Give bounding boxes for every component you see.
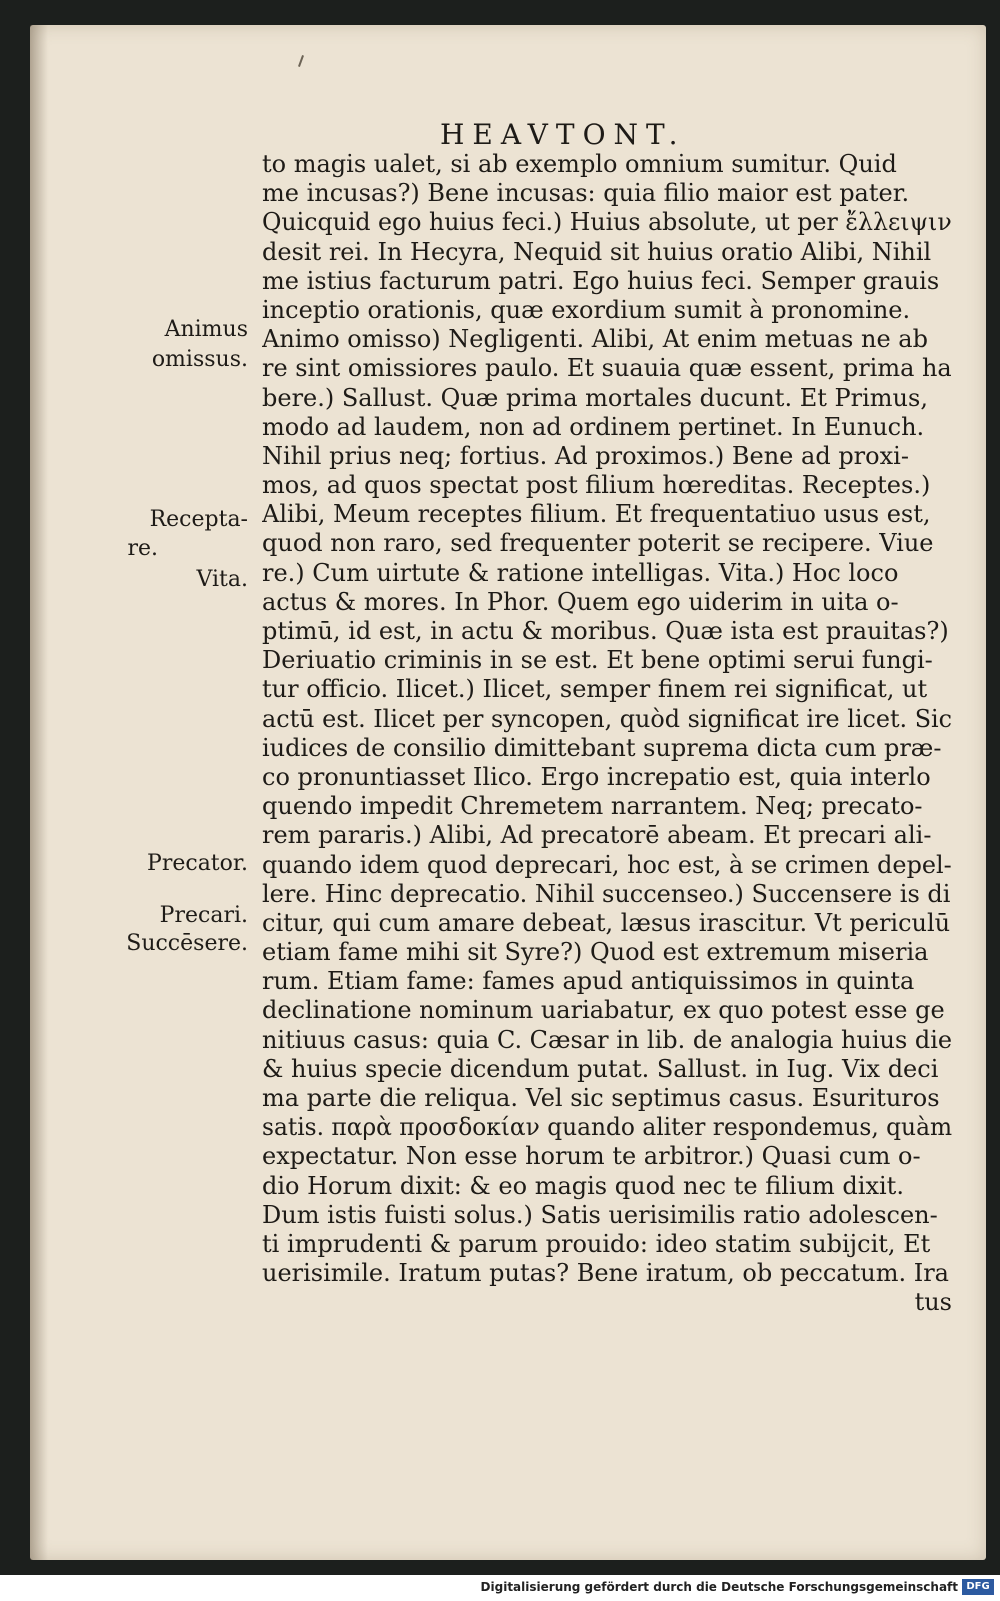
page-gutter-shadow (30, 25, 48, 1560)
text-line: citur, qui cum amare debeat, læsus irascitur. Vt periculū (262, 908, 951, 937)
text-line: actū est. Ilicet per syncopen, quòd significat ire licet. Sic (262, 704, 952, 733)
text-line: ptimū, id est, in actu & moribus. Quæ ista est prauitas?) (262, 617, 949, 645)
text-line: Animo omisso) Negligenti. Alibi, At enim metuas ne ab (262, 325, 928, 354)
text-line: dio Horum dixit: & eo magis quod nec te filium dixit. (262, 1171, 904, 1200)
text-line: Quicquid ego huius feci.) Huius absolute, ut per ἔλλειψιν (262, 208, 952, 237)
text-line: rem pararis.) Alibi, Ad precatorē abeam. Et precari ali- (262, 821, 932, 850)
margin-note: Precator. (147, 851, 248, 876)
text-line: mos, ad quos spectat post filium hœreditas. Receptes.) (262, 471, 931, 500)
body-text (262, 150, 952, 1318)
text-line: satis. παρὰ προσδοκίαν quando aliter respondemus, quàm (262, 1113, 952, 1142)
margin-note: Recepta- (149, 507, 248, 532)
text-line: me incusas?) Bene incusas: quia filio maior est pater. (262, 179, 910, 208)
text-line: iudices de consilio dimittebant suprema dicta cum præ- (262, 733, 942, 762)
text-line: etiam fame mihi sit Syre?) Quod est extremum miseria (262, 938, 929, 967)
margin-note: omissus. (151, 347, 248, 372)
text-line: uerisimile. Iratum putas? Bene iratum, ob peccatum. Ira (262, 1259, 949, 1288)
text-line: Nihil prius neq; fortius. Ad proximos.) Bene ad proxi- (262, 441, 909, 470)
text-line: lere. Hinc deprecatio. Nihil succenseo.) Succensere is di (262, 879, 951, 908)
text-line: declinatione nominum uariabatur, ex quo potest esse ge (262, 996, 945, 1025)
running-head: HEAVTONT. (440, 118, 686, 151)
margin-note: re. (127, 536, 158, 561)
dfg-logo: DFG (962, 1579, 994, 1595)
text-line: ti imprudenti & parum prouido: ideo statim subijcit, Et (262, 1229, 931, 1258)
text-line: quendo impedit Chremetem narrantem. Neq; precato- (262, 792, 923, 821)
footer-bar (0, 1575, 1000, 1601)
text-line: me istius facturum patri. Ego huius feci. Semper grauis (262, 266, 940, 295)
text-line: co pronuntiasset Ilico. Ergo increpatio est, quia interlo (262, 762, 931, 791)
text-line: nitiuus casus: quia C. Cæsar in lib. de analogia huius die (262, 1025, 952, 1054)
text-line: actus & mores. In Phor. Quem ego uiderim in uita o- (262, 587, 899, 616)
catchword: tus (914, 1288, 952, 1317)
text-line: bere.) Sallust. Quæ prima mortales ducunt. Et Primus, (262, 383, 928, 412)
text-line: to magis ualet, si ab exemplo omnium sumitur. Quid (262, 150, 897, 178)
digitization-credit: Digitalisierung gefördert durch die Deutsche Forschungsgemeinschaft (480, 1580, 958, 1594)
text-line: modo ad laudem, non ad ordinem pertinet. In Eunuch. (262, 412, 925, 441)
text-line: rum. Etiam fame: fames apud antiquissimos in quinta (262, 967, 915, 996)
text-line: desit rei. In Hecyra, Nequid sit huius oratio Alibi, Nihil (262, 237, 932, 266)
text-line: re.) Cum uirtute & ratione intelligas. Vita.) Hoc loco (262, 558, 899, 587)
text-line: Deriuatio criminis in se est. Et bene optimi serui fungi- (262, 646, 933, 675)
text-line: tur officio. Ilicet.) Ilicet, semper finem rei significat, ut (262, 675, 928, 704)
text-line: expectatur. Non esse horum te arbitror.) Quasi cum o- (262, 1142, 921, 1171)
text-line: Alibi, Meum receptes filium. Et frequentatiuo usus est, (262, 500, 931, 529)
margin-note: Succēsere. (126, 931, 248, 956)
text-line: re sint omissiores paulo. Et suauia quæ essent, prima ha (262, 354, 952, 383)
margin-note: Animus (164, 317, 248, 342)
margin-note: Vita. (196, 567, 248, 592)
text-line: Dum istis fuisti solus.) Satis uerisimilis ratio adolescen- (262, 1200, 938, 1229)
text-line: & huius specie dicendum putat. Sallust. in Iug. Vix deci (262, 1054, 939, 1083)
text-line: ma parte die reliqua. Vel sic septimus casus. Esurituros (262, 1084, 940, 1112)
text-line: quod non raro, sed frequenter poterit se recipere. Viue (262, 529, 934, 558)
text-line: quando idem quod deprecari, hoc est, à se crimen depel- (262, 850, 952, 879)
text-line: inceptio orationis, quæ exordium sumit à pronomine. (262, 295, 911, 324)
margin-note: Precari. (159, 903, 248, 928)
